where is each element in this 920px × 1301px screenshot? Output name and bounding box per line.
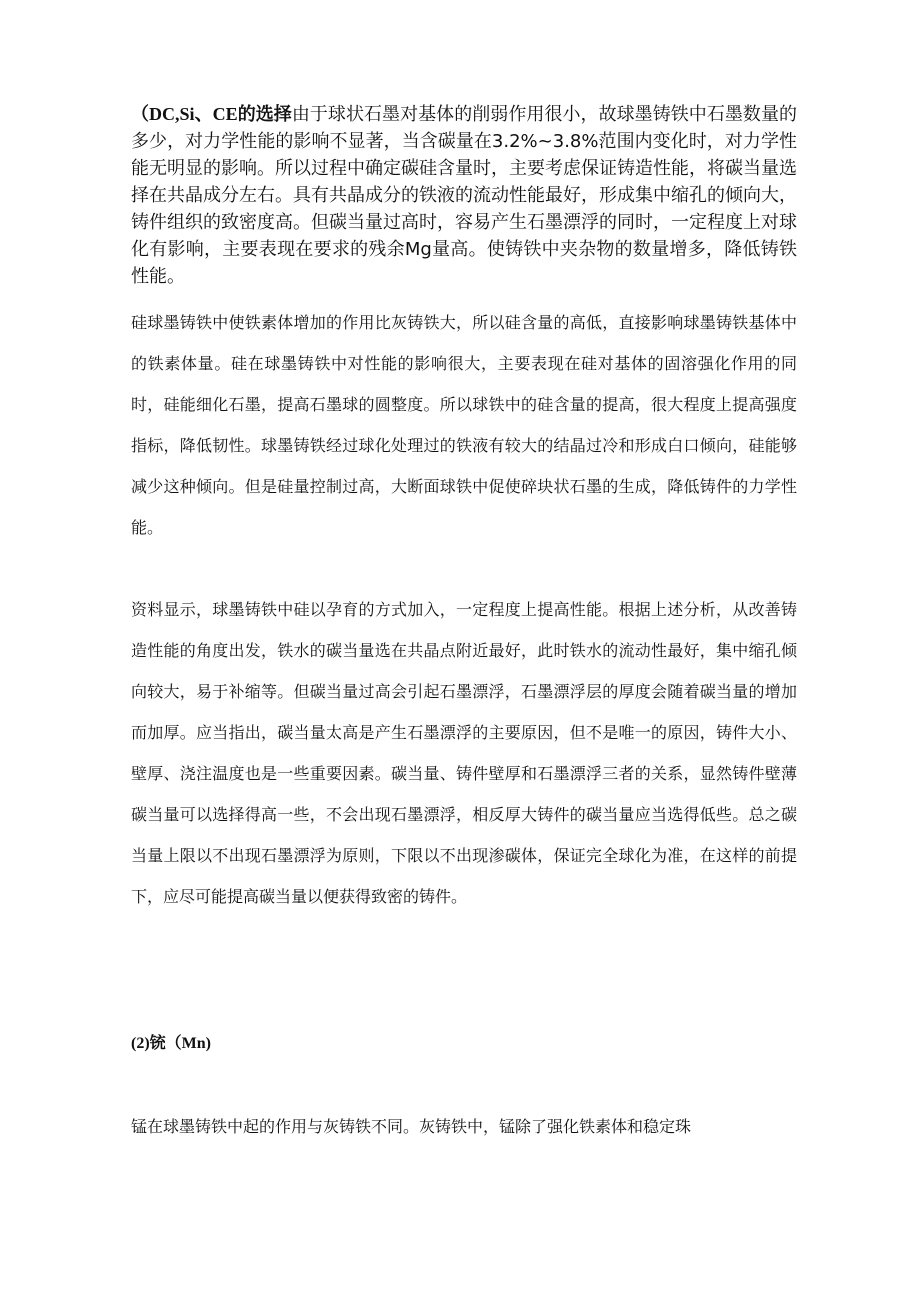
paragraph-carbon-silicon-selection xyxy=(131,101,797,290)
section-heading-manganese: (2)铳（Mn) xyxy=(131,1035,211,1052)
paragraph-carbon-equivalent: 资料显示，球墨铸铁中硅以孕育的方式加入，一定程度上提高性能。根据上述分析，从改善铸造性能的角度出发，铁水的碳当量选在共晶点附近最好，此时铁水的流动性最好，集中缩孔倾向较大，易于补缩等。但碳当量过高会引起石墨漂浮，石墨漂浮层的厚度会随着碳当量的增加而加厚。应当指出，碳当量太高是产生石墨漂浮的主要原因，但不是唯一的原因，铸件大小、壁厚、浇注温度也是一些重要因素。碳当量、铸件壁厚和石墨漂浮三者的关系，显然铸件壁薄碳当量可以选择得高一些，不会出现石墨漂浮，相反厚大铸件的碳当量应当选得低些。总之碳当量上限以不出现石墨漂浮为原则，下限以不出现渗碳体，保证完全球化为准，在这样的前提下，应尽可能提高碳当量以便获得致密的铸件。 xyxy=(131,600,797,906)
paragraph-silicon-effect: 硅球墨铸铁中使铁素体增加的作用比灰铸铁大，所以硅含量的高低，直接影响球墨铸铁基体中的铁素体量。硅在球墨铸铁中对性能的影响很大，主要表现在硅对基体的固溶强化作用的同时，硅能细化石墨，提高石墨球的圆整度。所以球铁中的硅含量的提高，很大程度上提高强度指标，降低韧性。球墨铸铁经过球化处理过的铁液有较大的结晶过冷和形成白口倾向，硅能够减少这种倾向。但是硅量控制过高，大断面球铁中促使碎块状石墨的生成，降低铸件的力学性能。 xyxy=(131,313,797,537)
paragraph-manganese-effect: 锰在球墨铸铁中起的作用与灰铸铁不同。灰铸铁中，锰除了强化铁素体和稳定珠 xyxy=(131,1117,692,1136)
paragraph-body-text: 由于球状石墨对基体的削弱作用很小，故球墨铸铁中石墨数量的多少，对力学性能的影响不显著，当含碳量在3.2%~3.8%范围内变化时，对力学性能无明显的影响。所以过程中确定碳硅含量时，主要考虑保证铸造性能，将碳当量选择在共晶成分左右。具有共晶成分的铁液的流动性能最好，形成集中缩孔的倾向大，铸件组织的致密度高。但碳当量过高时，容易产生石墨漂浮的同时，一定程度上对球化有影响，主要表现在要求的残余Mg量高。使铸铁中夹杂物的数量增多，降低铸铁性能。 xyxy=(131,104,798,287)
paragraph-lead-title: （DC,Si、CE的选择 xyxy=(131,104,292,124)
